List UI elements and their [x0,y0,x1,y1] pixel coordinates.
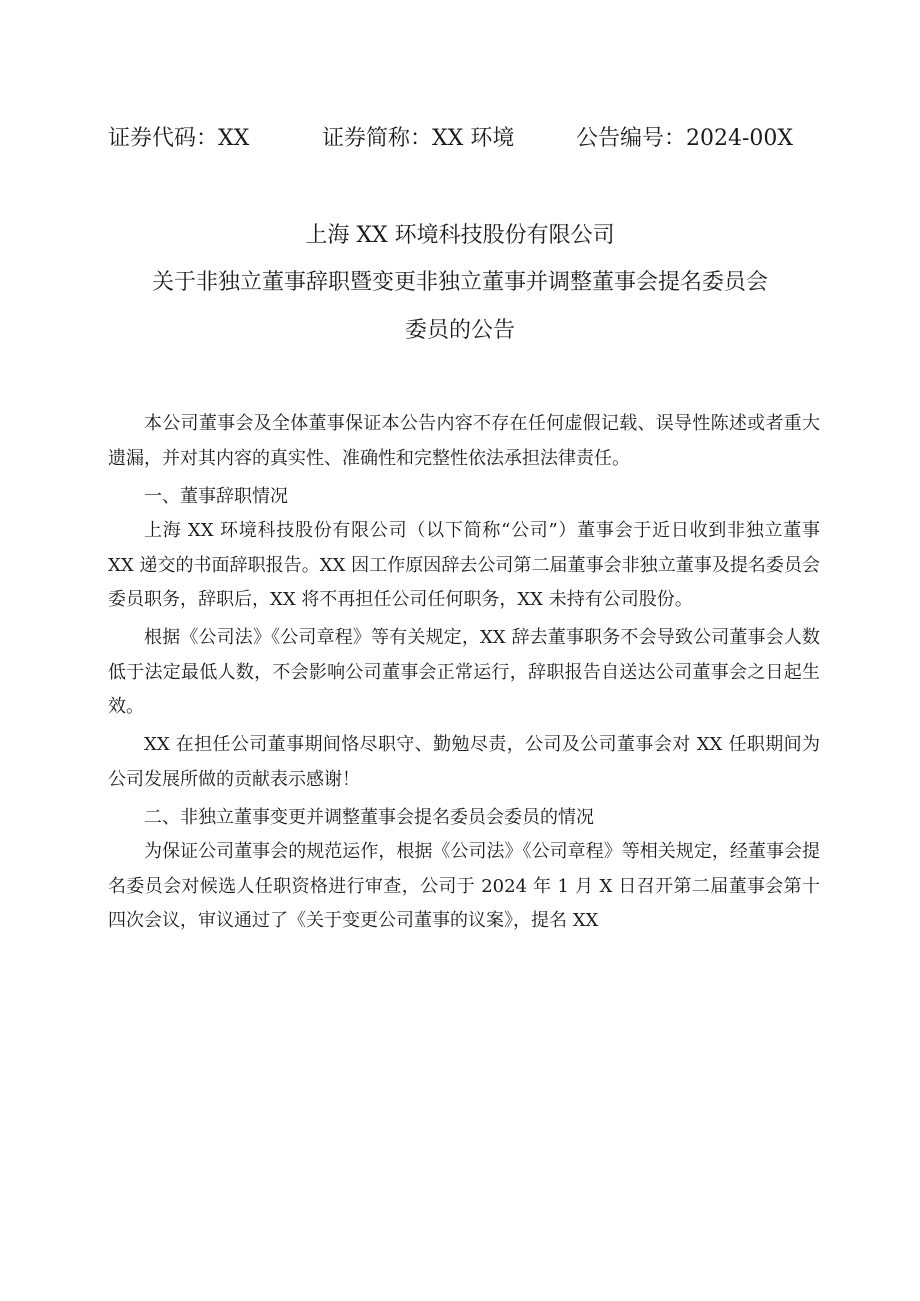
section-1-heading: 一、董事辞职情况 [144,485,288,507]
announcement-header [108,122,828,156]
company-title: 上海 XX 环境科技股份有限公司 [305,223,615,248]
section-1-paragraph-1: 上海 XX 环境科技股份有限公司（以下简称“公司”）董事会于近日收到非独立董事 XX 递交的书面辞职报告。XX 因工作原因辞去公司第二届董事会非独立董事及提名委员会委员职务，辞职后，XX 将不再担任公司任何职务，XX 未持有公司股份。 [108,520,820,610]
section-1-paragraph-2: 根据《公司法》《公司章程》等有关规定，XX 辞去董事职务不会导致公司董事会人数低于法定最低人数，不会影响公司董事会正常运行，辞职报告自送达公司董事会之日起生效。 [108,627,820,717]
notice-title-line-2: 委员的公告 [404,318,515,343]
section-2-paragraph-1: 为保证公司董事会的规范运作，根据《公司法》《公司章程》等相关规定，经董事会提名委员会对候选人任职资格进行审查，公司于 2024 年 1 月 X 日召开第二届董事会第十四次会议，审议通过了《关于变更公司董事的议案》，提名 XX [108,841,820,931]
section-1-paragraph-3: XX 在担任公司董事期间恪尽职守、勤勉尽责，公司及公司董事会对 XX 任职期间为公司发展所做的贡献表示感谢！ [108,734,820,790]
board-statement: 本公司董事会及全体董事保证本公告内容不存在任何虚假记载、误导性陈述或者重大遗漏，并对其内容的真实性、准确性和完整性依法承担法律责任。 [108,413,820,469]
stock-short-name: 证券简称：XX 环境 [322,126,515,151]
stock-code: 证券代码：XX [108,126,250,151]
notice-number: 公告编号：2024-00X [576,126,794,151]
notice-body [108,407,820,939]
notice-title-line-1: 关于非独立董事辞职暨变更非独立董事并调整董事会提名委员会 [151,270,768,295]
section-2-heading: 二、非独立董事变更并调整董事会提名委员会委员的情况 [144,806,594,828]
